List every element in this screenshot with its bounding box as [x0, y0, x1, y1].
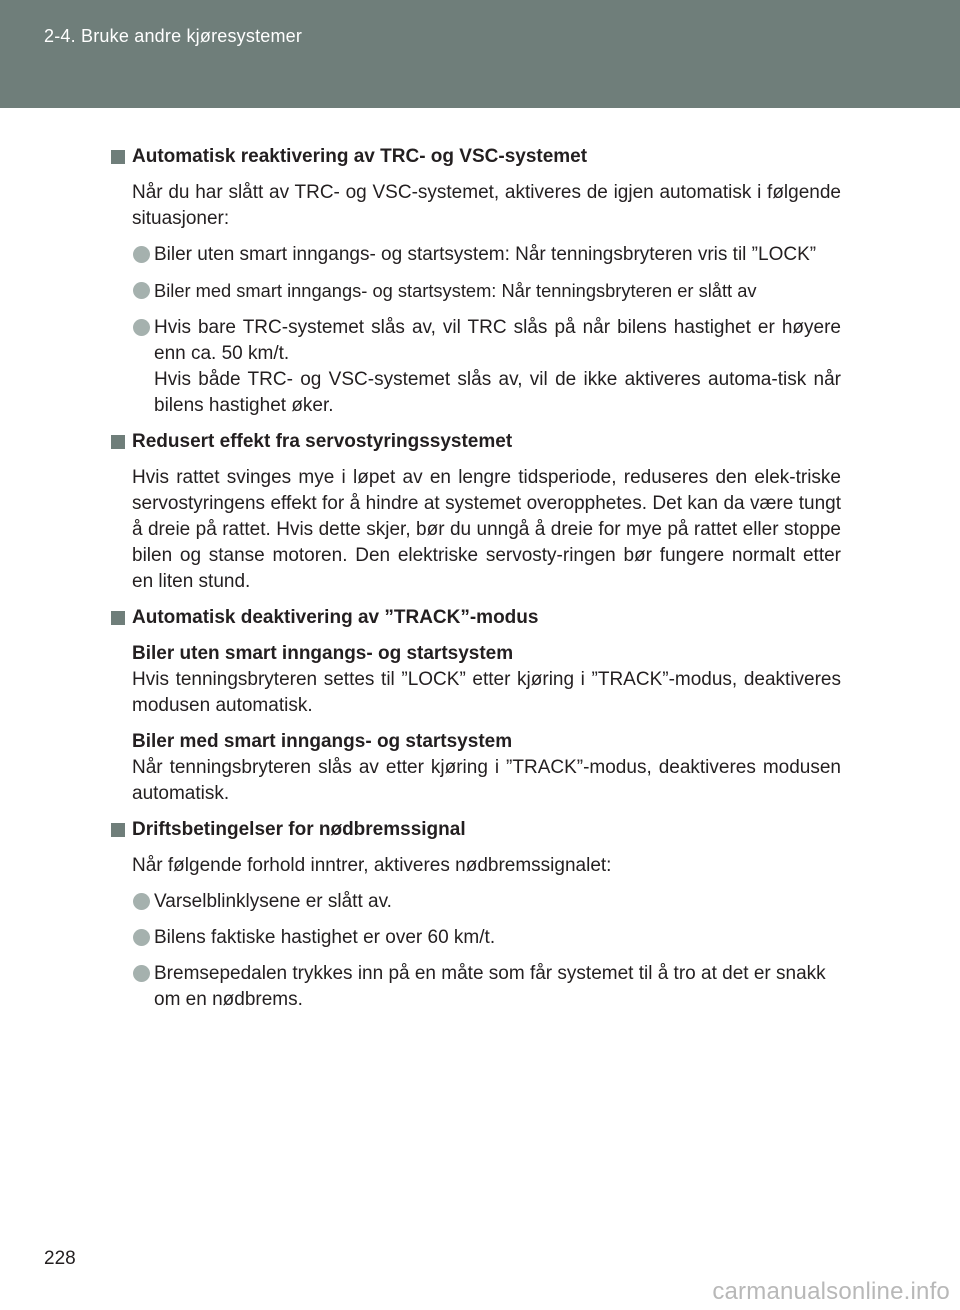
list-item [111, 315, 841, 419]
circle-bullet-icon [133, 282, 150, 299]
circle-bullet-icon [133, 893, 150, 910]
circle-bullet-icon [133, 929, 150, 946]
page-content [111, 144, 841, 1023]
square-bullet-icon [111, 611, 125, 625]
list-item [111, 925, 841, 951]
paragraph: Når du har slått av TRC- og VSC-systemet, aktiveres de igjen automatisk i følgende situasjoner: [132, 182, 841, 229]
section-heading-text: Redusert effekt fra servostyringssystemet [132, 431, 513, 452]
paragraph [111, 729, 841, 807]
list-item-text: Hvis både TRC- og VSC-systemet slås av, vil de ikke aktiveres automa-tisk når bilens hastighet øker. [154, 369, 841, 416]
list-item-text: Biler uten smart inngangs- og startsystem: Når tenningsbryteren vris til ”LOCK” [154, 244, 817, 265]
list-item-text: Bilens faktiske hastighet er over 60 km/t. [154, 927, 496, 948]
square-bullet-icon [111, 435, 125, 449]
paragraph-text: Hvis tenningsbryteren settes til ”LOCK” etter kjøring i ”TRACK”-modus, deaktiveres modusen automatisk. [132, 669, 841, 716]
circle-bullet-icon [133, 965, 150, 982]
list-item [111, 961, 841, 1013]
section-heading-text: Driftsbetingelser for nødbremssignal [132, 819, 466, 840]
list-item-text: Bremsepedalen trykkes inn på en måte som får systemet til å tro at det er snakk om en nødbrems. [154, 963, 826, 1010]
list-item [111, 889, 841, 915]
section-heading-text: Automatisk reaktivering av TRC- og VSC-systemet [132, 146, 588, 167]
square-bullet-icon [111, 823, 125, 837]
section-heading [111, 817, 841, 843]
page-header [0, 0, 960, 108]
list-item-text: Hvis bare TRC-systemet slås av, vil TRC slås på når bilens hastighet er høyere enn ca. 50 km/t. [154, 317, 841, 364]
watermark: carmanualsonline.info [712, 1278, 950, 1305]
paragraph [111, 641, 841, 719]
list-item-text: Varselblinklysene er slått av. [154, 891, 392, 912]
paragraph: Når følgende forhold inntrer, aktiveres nødbremssignalet: [132, 855, 612, 876]
section-heading [111, 605, 841, 631]
square-bullet-icon [111, 150, 125, 164]
chapter-title: 2-4. Bruke andre kjøresystemer [44, 26, 303, 46]
section-heading-text: Automatisk deaktivering av ”TRACK”-modus [132, 607, 539, 628]
circle-bullet-icon [133, 246, 150, 263]
subheading: Biler med smart inngangs- og startsystem [132, 731, 513, 752]
list-item [111, 242, 841, 268]
paragraph: Hvis rattet svinges mye i løpet av en lengre tidsperiode, reduseres den elek-triske servostyringens effekt for å hindre at systemet overopphetes. Det kan da være tungt å dreie på rattet. Hvis dette skjer, bør du unngå å dreie for mye på rattet eller stoppe bilen og stanse motoren. Den elektriske servosty-ringen bør fungere normalt etter en liten stund. [132, 467, 841, 592]
paragraph-text: Når tenningsbryteren slås av etter kjøring i ”TRACK”-modus, deaktiveres modusen automatisk. [132, 757, 841, 804]
page-number: 228 [44, 1248, 76, 1269]
circle-bullet-icon [133, 319, 150, 336]
section-heading [111, 144, 841, 170]
list-item-text: Biler med smart inngangs- og startsystem: Når tenningsbryteren er slått av [154, 280, 757, 301]
list-item [111, 278, 841, 305]
subheading: Biler uten smart inngangs- og startsystem [132, 643, 514, 664]
section-heading [111, 429, 841, 455]
